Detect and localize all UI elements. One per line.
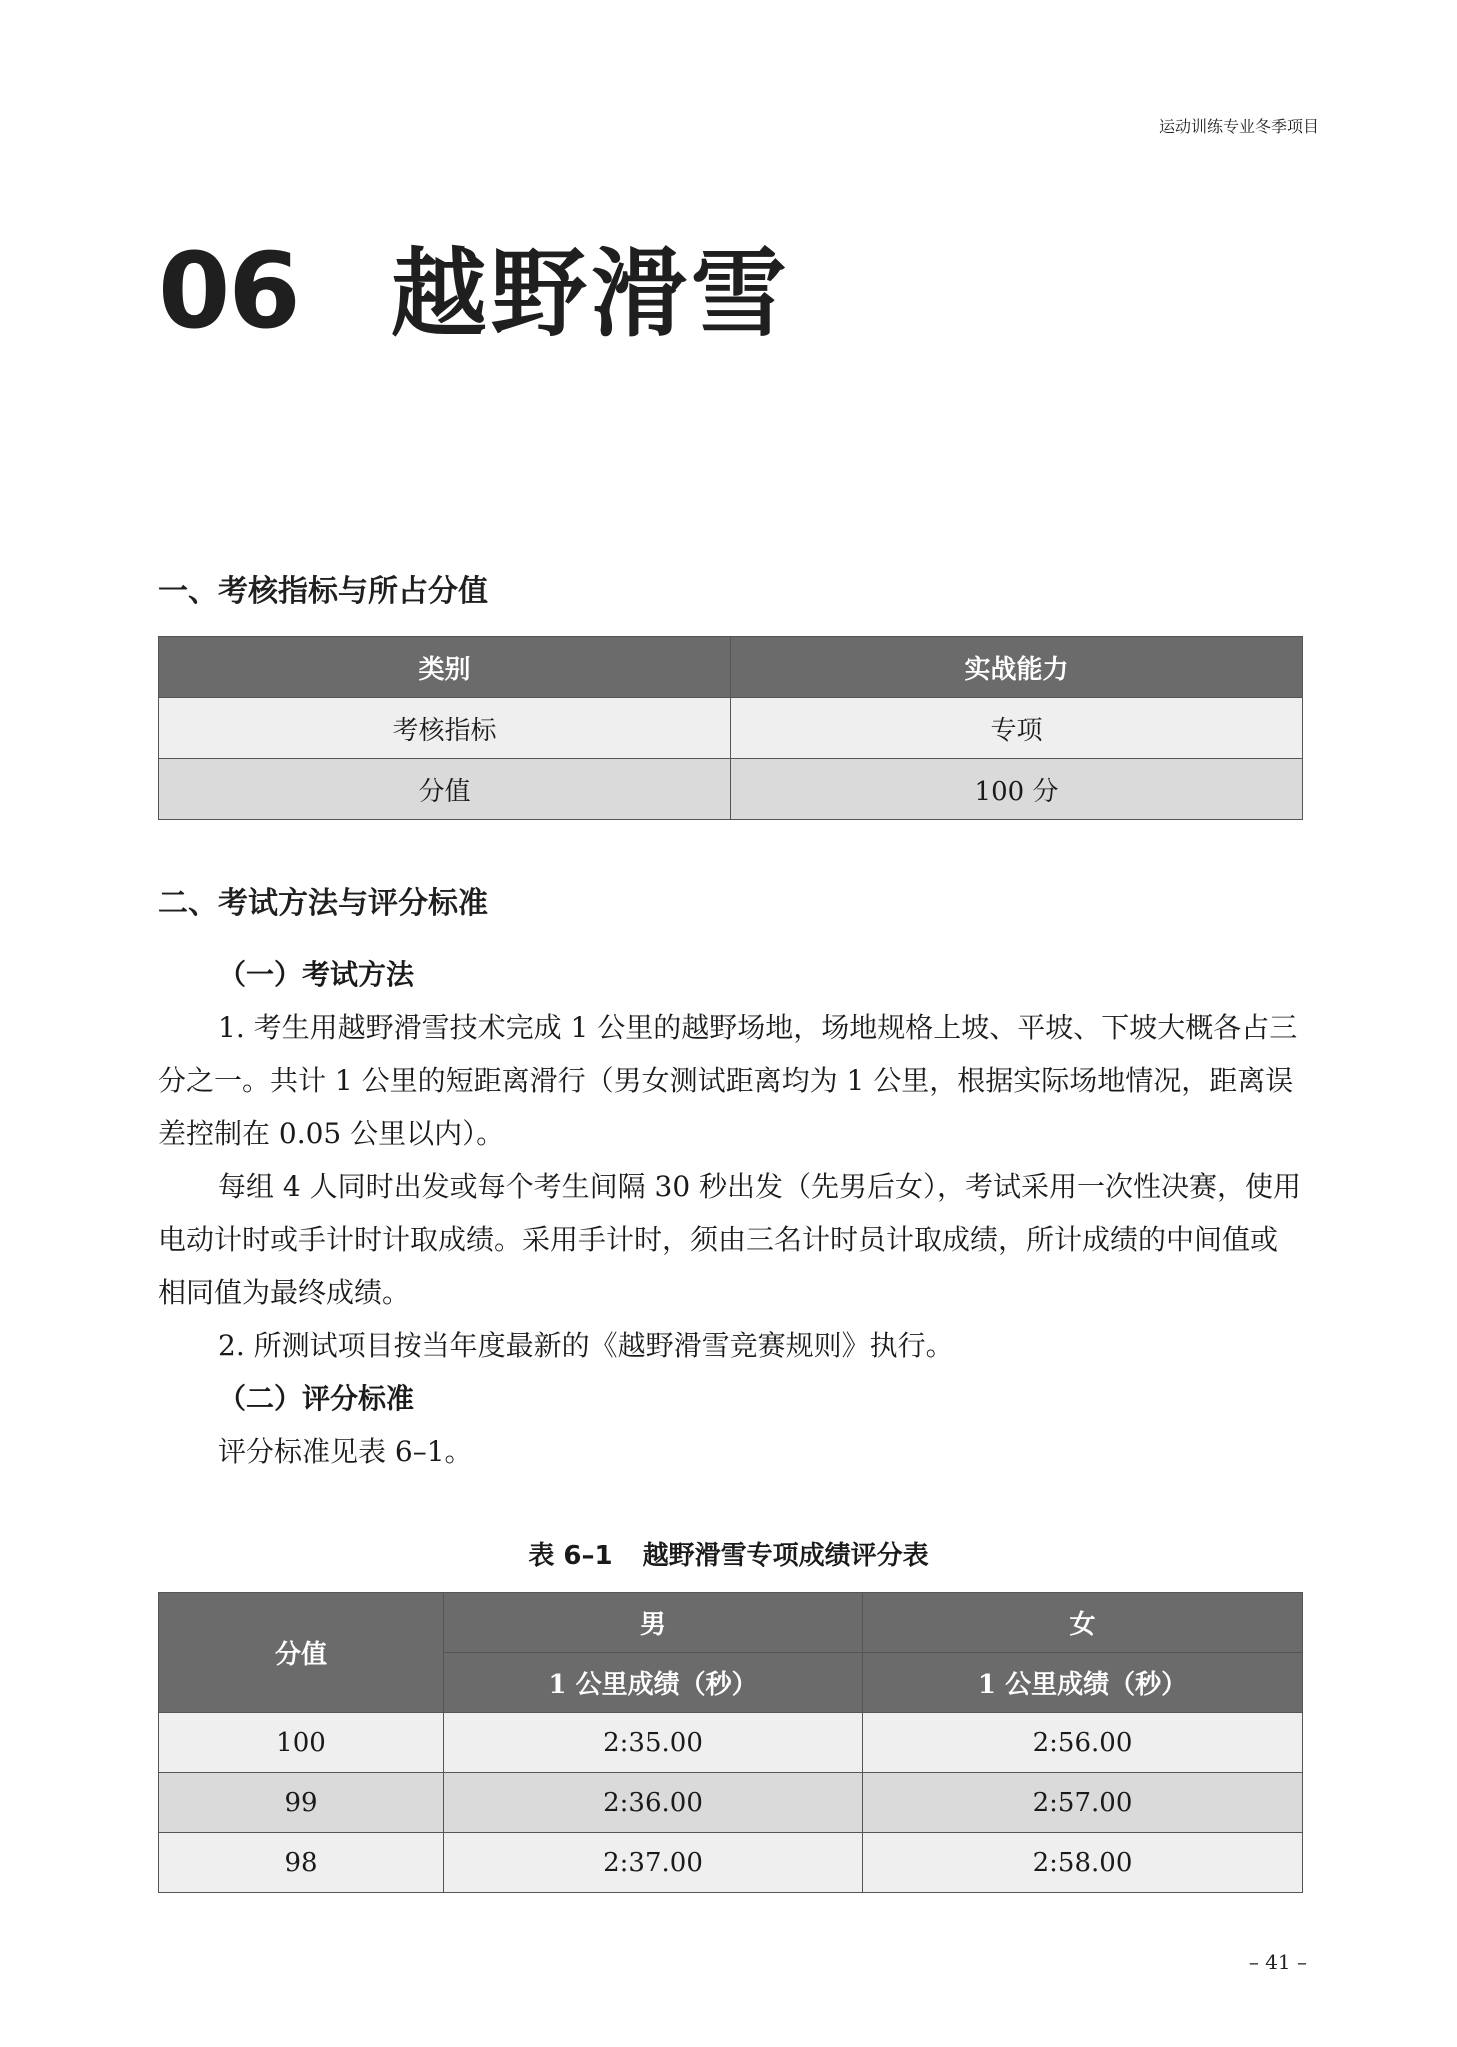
table-cell-male: 2:37.00 xyxy=(444,1833,863,1893)
table-header-row xyxy=(159,637,1303,698)
table-row xyxy=(159,1773,1303,1833)
table-header-score: 分值 xyxy=(159,1593,444,1713)
chapter-title: 越野滑雪 xyxy=(390,238,791,350)
paragraph: 2. 所测试项目按当年度最新的《越野滑雪竞赛规则》执行。 xyxy=(218,1329,954,1362)
table-row xyxy=(159,759,1303,820)
table-header-male: 男 xyxy=(444,1593,863,1653)
scoring-table xyxy=(158,1592,1303,1893)
chapter-heading xyxy=(158,218,791,355)
running-head: 运动训练专业冬季项目 xyxy=(1158,117,1319,136)
subheading-scoring: （二）评分标准 xyxy=(218,1382,415,1415)
table-cell: 专项 xyxy=(731,698,1303,759)
table-caption-label: 表 6–1 xyxy=(528,1541,613,1571)
table-subheader-female: 1 公里成绩（秒） xyxy=(863,1653,1303,1713)
table-row xyxy=(159,1833,1303,1893)
table-cell-female: 2:58.00 xyxy=(863,1833,1303,1893)
table-header-row xyxy=(159,1593,1303,1653)
table-cell-score: 100 xyxy=(159,1713,444,1773)
table-caption-title: 越野滑雪专项成绩评分表 xyxy=(642,1541,929,1571)
chapter-number: 06 xyxy=(158,230,299,352)
table-header-cell: 实战能力 xyxy=(731,637,1303,698)
table-cell: 100 分 xyxy=(731,759,1303,820)
paragraph: 每组 4 人同时出发或每个考生间隔 30 秒出发（先男后女），考试采用一次性决赛，使用电动计时或手计时计取成绩。采用手计时，须由三名计时员计取成绩，所计成绩的中间值或相同值为最终成绩。 xyxy=(158,1170,1302,1309)
assessment-table xyxy=(158,636,1303,820)
table-cell-score: 98 xyxy=(159,1833,444,1893)
table-cell-male: 2:35.00 xyxy=(444,1713,863,1773)
table-cell-male: 2:36.00 xyxy=(444,1773,863,1833)
table-cell: 分值 xyxy=(159,759,731,820)
table-cell-score: 99 xyxy=(159,1773,444,1833)
section-heading-2: 二、考试方法与评分标准 xyxy=(158,886,488,921)
paragraph: 1. 考生用越野滑雪技术完成 1 公里的越野场地，场地规格上坡、平坡、下坡大概各占三分之一。共计 1 公里的短距离滑行（男女测试距离均为 1 公里，根据实际场地情况，距离误差控制在 0.05 公里以内）。 xyxy=(158,1011,1298,1150)
table-cell-female: 2:56.00 xyxy=(863,1713,1303,1773)
table-header-female: 女 xyxy=(863,1593,1303,1653)
table-caption xyxy=(0,1535,1457,1572)
subheading-method: （一）考试方法 xyxy=(218,958,415,991)
table-cell: 考核指标 xyxy=(159,698,731,759)
table-row xyxy=(159,698,1303,759)
table-header-cell: 类别 xyxy=(159,637,731,698)
table-cell-female: 2:57.00 xyxy=(863,1773,1303,1833)
section-body xyxy=(158,948,1303,1478)
table-row xyxy=(159,1713,1303,1773)
section-heading-1: 一、考核指标与所占分值 xyxy=(158,574,488,609)
table-subheader-male: 1 公里成绩（秒） xyxy=(444,1653,863,1713)
page-number: – 41 – xyxy=(1248,1950,1307,1974)
paragraph: 评分标准见表 6–1。 xyxy=(218,1435,473,1468)
